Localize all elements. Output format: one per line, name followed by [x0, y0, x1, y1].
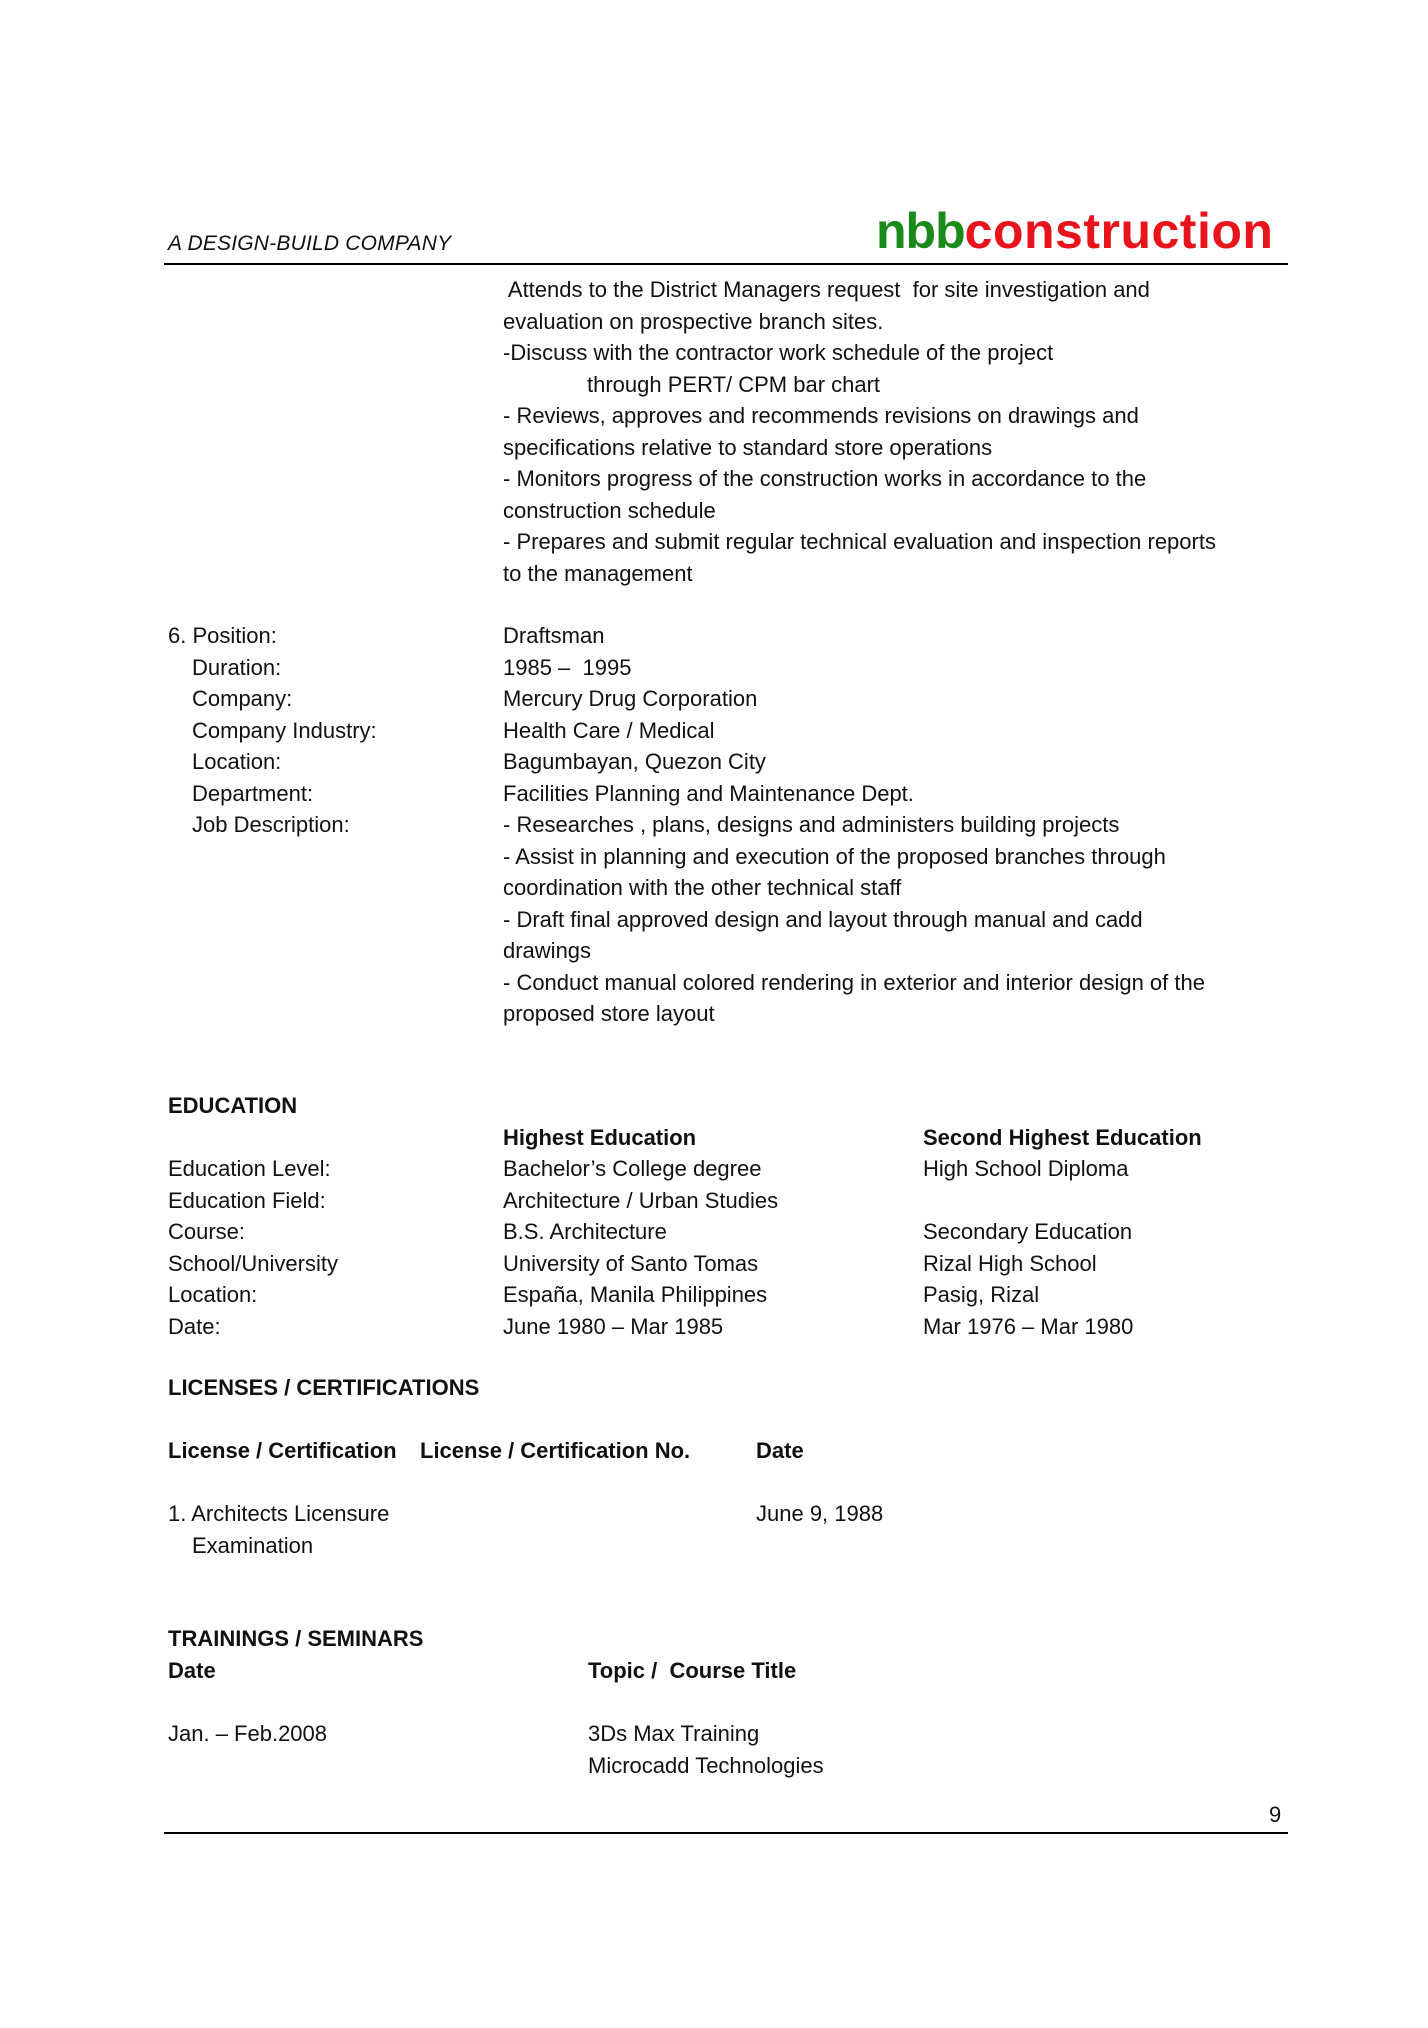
desc-line: - Prepares and submit regular technical evaluation and inspection reports: [503, 529, 1216, 554]
highest-education-header: Highest Education: [503, 1125, 697, 1150]
license-name: 1. Architects Licensure: [168, 1501, 390, 1526]
license-column-header: License / Certification: [168, 1438, 397, 1463]
desc-line: construction schedule: [503, 497, 716, 523]
license-date-column-header: Date: [756, 1438, 804, 1463]
previous-job-description: [503, 274, 1216, 589]
training-topic: 3Ds Max Training: [588, 1721, 760, 1746]
desc-line: to the management: [503, 560, 693, 586]
position6-values: [503, 620, 1205, 1030]
training-item: [588, 1718, 824, 1781]
field-value: Architecture / Urban Studies: [503, 1187, 779, 1213]
field-label: Date:: [168, 1313, 221, 1339]
field-value: B.S. Architecture: [503, 1219, 667, 1244]
training-date: Jan. – Feb.2008: [168, 1721, 328, 1746]
logo-nbb: nbb: [876, 203, 965, 259]
desc-line: - Monitors progress of the construction works in accordance to the: [503, 466, 1147, 491]
field-value: Bagumbayan, Quezon City: [503, 749, 766, 774]
license-item: [168, 1498, 389, 1561]
field-label: Company:: [192, 686, 293, 711]
licenses-heading: LICENSES / CERTIFICATIONS: [168, 1375, 480, 1400]
header-rule: [164, 263, 1288, 265]
desc-line: - Conduct manual colored rendering in exterior and interior design of the: [503, 969, 1205, 995]
desc-line: - Reviews, approves and recommends revisions on drawings and: [503, 403, 1139, 428]
field-label: 6. Position:: [168, 623, 277, 648]
field-value: Mercury Drug Corporation: [503, 686, 758, 711]
education-labels: [168, 1153, 338, 1342]
second-education-values: [923, 1153, 1133, 1342]
desc-line: - Draft final approved design and layout through manual and cadd: [503, 906, 1143, 932]
position6-labels: [168, 620, 377, 841]
field-label: Duration:: [192, 654, 282, 680]
field-value: [923, 1185, 1133, 1217]
training-provider: Microcadd Technologies: [588, 1752, 824, 1778]
field-value: Secondary Education: [923, 1219, 1133, 1244]
field-value: High School Diploma: [923, 1156, 1129, 1181]
desc-line: specifications relative to standard store operations: [503, 434, 993, 460]
field-label: Location:: [192, 749, 282, 774]
trainings-heading: TRAININGS / SEMINARS: [168, 1626, 424, 1651]
footer-rule: [164, 1832, 1288, 1834]
field-value: Bachelor’s College degree: [503, 1156, 762, 1181]
field-label: Job Description:: [192, 812, 350, 837]
field-value: Health Care / Medical: [503, 717, 715, 743]
desc-line: drawings: [503, 938, 592, 963]
company-logo: [876, 203, 1274, 259]
field-value: June 1980 – Mar 1985: [503, 1313, 724, 1339]
license-number-column-header: License / Certification No.: [420, 1438, 691, 1463]
field-label: Department:: [192, 780, 314, 806]
logo-construction: construction: [964, 203, 1274, 259]
second-education-header: Second Highest Education: [923, 1125, 1202, 1150]
page-number: 9: [1269, 1802, 1282, 1827]
license-name: Examination: [192, 1532, 314, 1558]
company-tagline: A DESIGN-BUILD COMPANY: [168, 232, 452, 255]
desc-line: Attends to the District Managers request for site investigation and: [503, 277, 1150, 302]
education-heading: EDUCATION: [168, 1093, 298, 1118]
desc-line: through PERT/ CPM bar chart: [587, 371, 881, 397]
field-value: Pasig, Rizal: [923, 1282, 1040, 1307]
field-value: University of Santo Tomas: [503, 1250, 759, 1276]
desc-line: evaluation on prospective branch sites.: [503, 308, 884, 334]
training-topic-column-header: Topic / Course Title: [588, 1658, 797, 1683]
desc-line: - Researches , plans, designs and administers building projects: [503, 812, 1120, 837]
field-value: España, Manila Philippines: [503, 1282, 768, 1307]
field-label: Education Field:: [168, 1187, 326, 1213]
desc-line: proposed store layout: [503, 1001, 715, 1026]
desc-line: coordination with the other technical staff: [503, 875, 902, 900]
field-label: Education Level:: [168, 1156, 331, 1181]
field-value: 1985 – 1995: [503, 654, 632, 680]
desc-line: -Discuss with the contractor work schedule of the project: [503, 340, 1054, 365]
highest-education-values: [503, 1153, 778, 1342]
field-value: Facilities Planning and Maintenance Dept.: [503, 780, 914, 806]
field-label: Course:: [168, 1219, 246, 1244]
field-value: Mar 1976 – Mar 1980: [923, 1313, 1134, 1339]
desc-line: - Assist in planning and execution of the proposed branches through: [503, 843, 1166, 869]
field-value: Draftsman: [503, 623, 605, 648]
field-label: School/University: [168, 1250, 338, 1276]
field-value: Rizal High School: [923, 1250, 1097, 1276]
training-date-column-header: Date: [168, 1658, 216, 1683]
license-date: June 9, 1988: [756, 1501, 884, 1526]
field-label: Company Industry:: [192, 717, 377, 743]
field-label: Location:: [168, 1282, 258, 1307]
